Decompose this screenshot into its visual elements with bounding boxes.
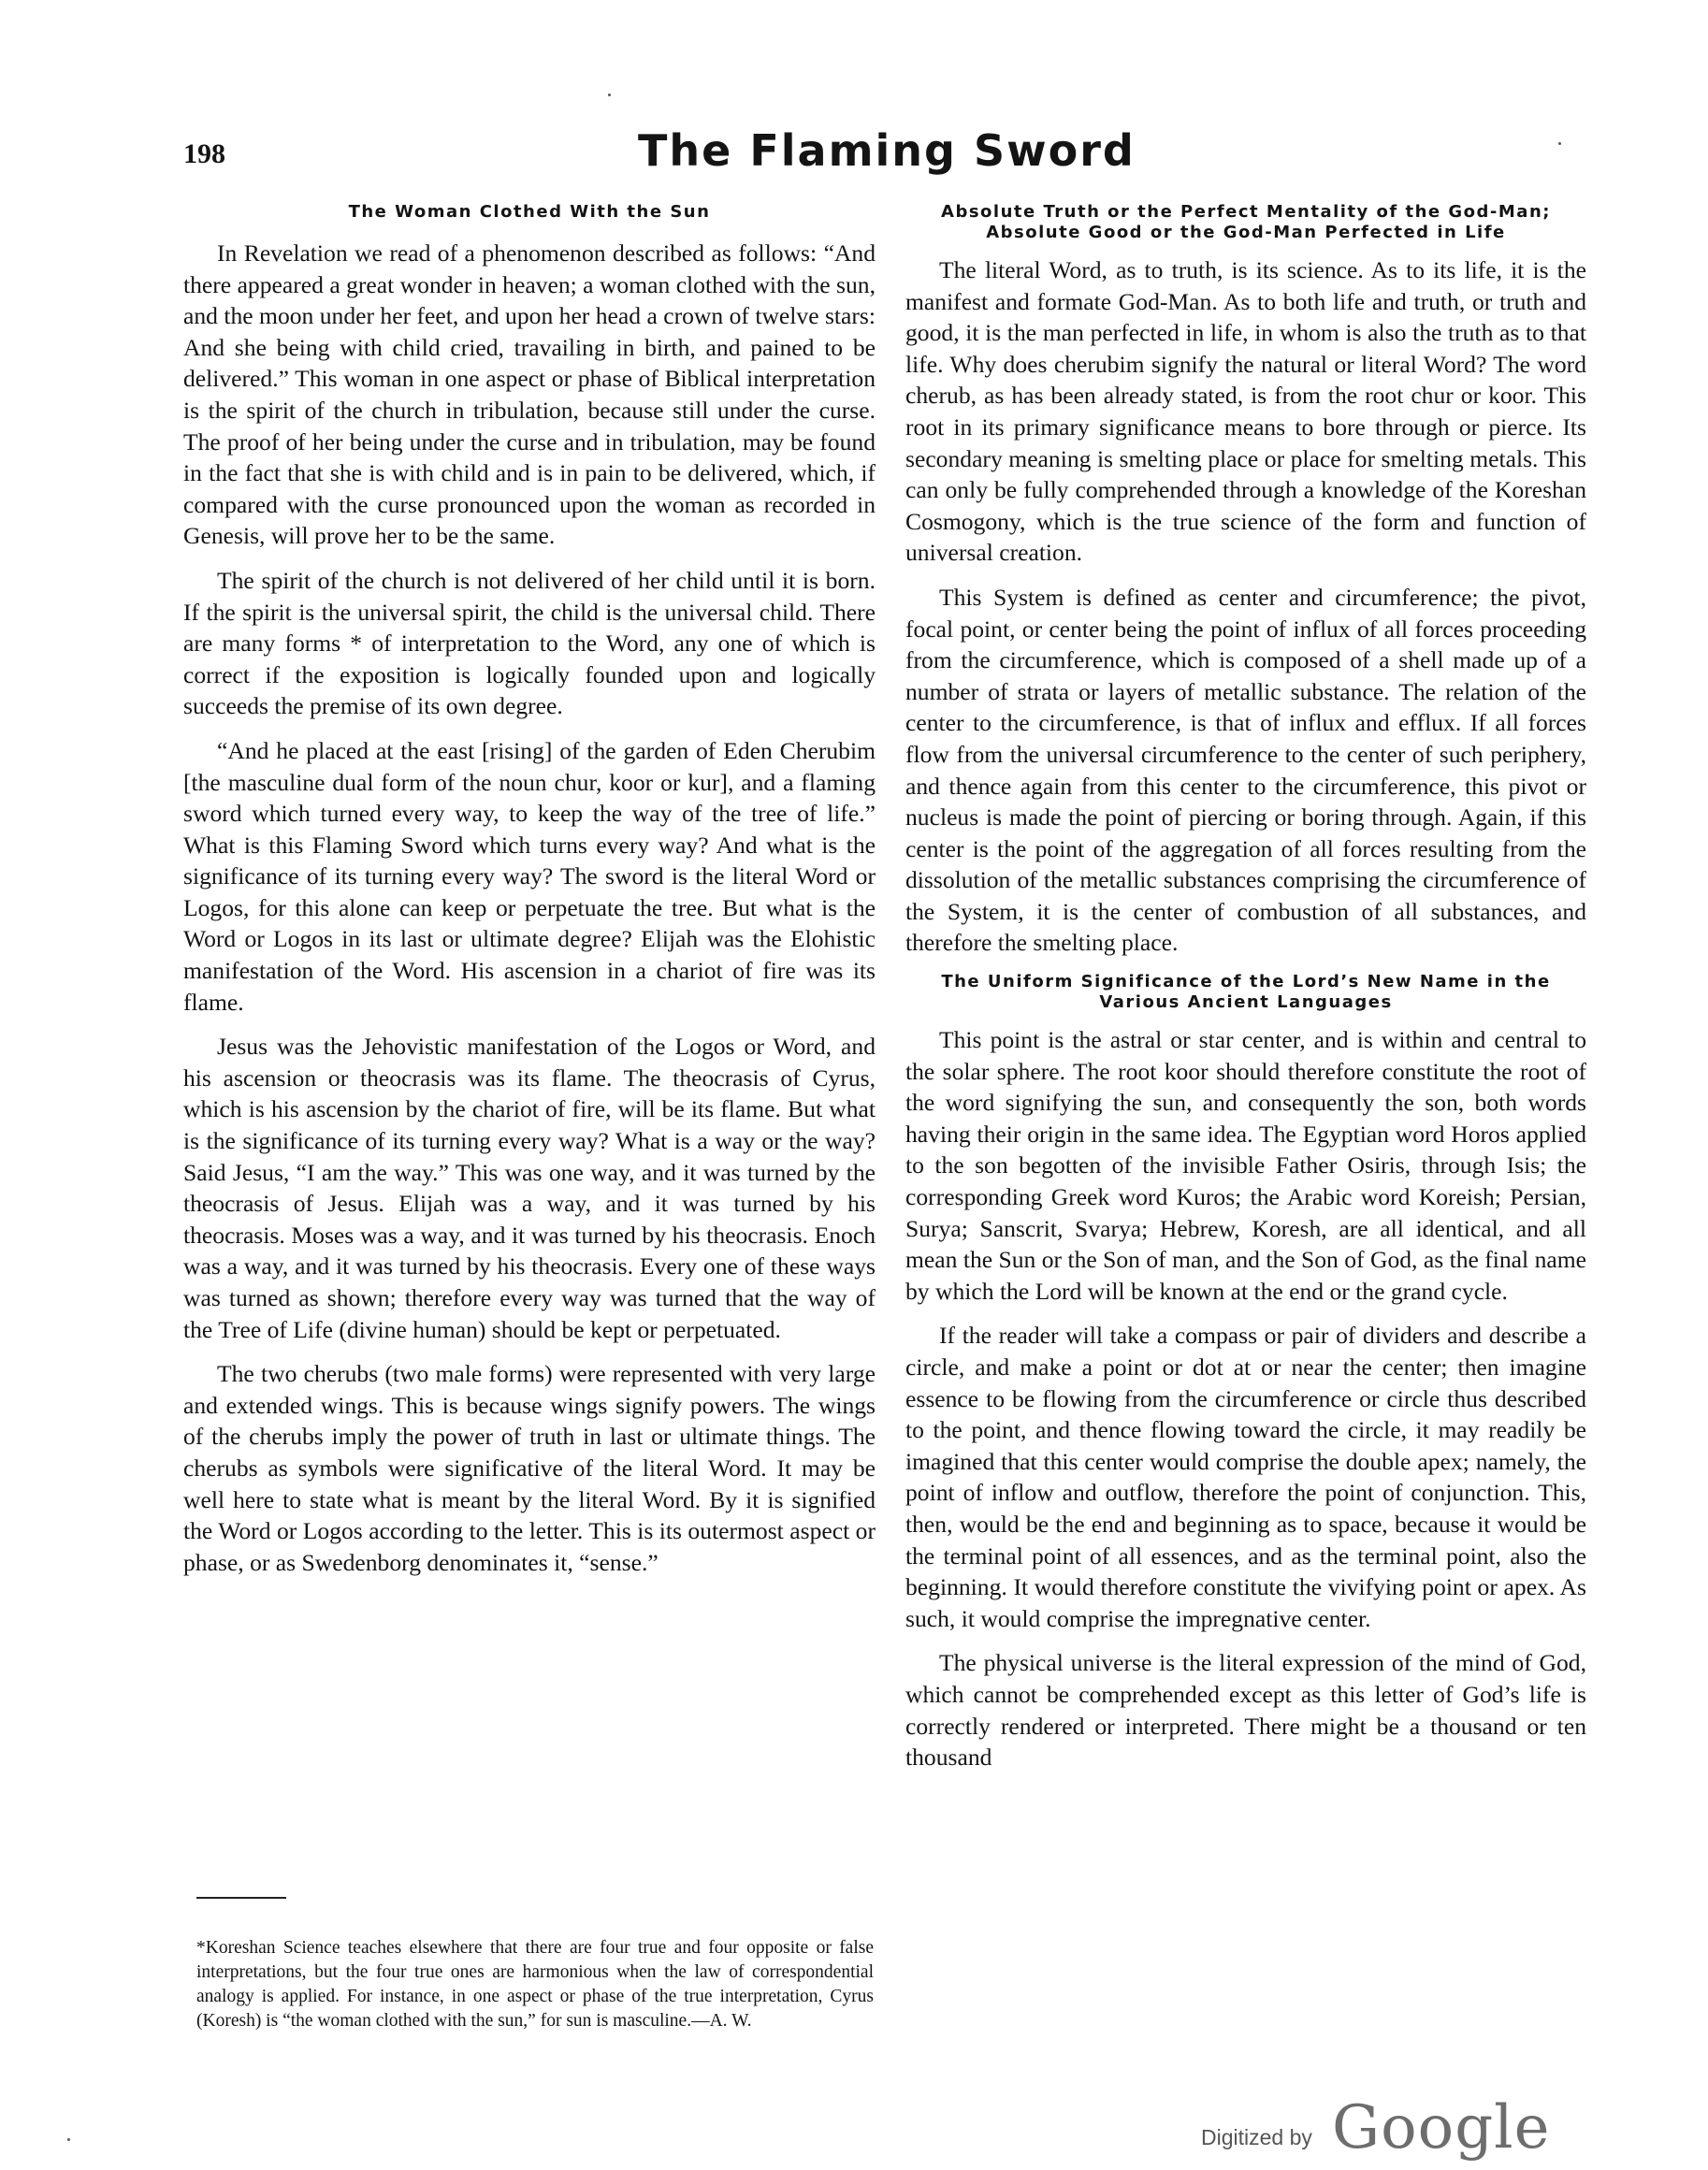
footnote-rule	[196, 1897, 286, 1899]
running-title: The Flaming Sword	[638, 125, 1136, 176]
paragraph: The literal Word, as to truth, is its science. As to its life, it is the manifest and formate God-Man. As to both life and truth, or truth and good, it is the man perfected in life, in whom is also the truth as to that life. Why does cherubim signify the natural or literal Word? The word cherub, as has been already stated, is from the root chur or koor. This root in its primary significance means to bore through or pierce. Its secondary meaning is smelting place or place for smelting metals. This can only be fully comprehended through a knowledge of the Koreshan Cosmogony, which is the true science of the form and function of universal creation.	[905, 256, 1586, 567]
paragraph: This point is the astral or star center, and is within and central to the solar sphere. The root koor should therefore constitute the root of the word signifying the sun, and consequently the son, both words having their origin in the same idea. The Egyptian word Horos applied to the son begotten of the invisible Father Osiris, through Isis; the corresponding Greek word Kuros; the Arabic word Koreish; Persian, Surya; Sanscrit, Svarya; Hebrew, Koresh, are all identical, and all mean the Sun or the Son of man, and the Son of God, as the final name by which the Lord will be known at the end or the grand cycle.	[905, 1026, 1586, 1305]
paragraph: Jesus was the Jehovistic manifestation of the Logos or Word, and his ascension or theocrasis was its flame. The theocrasis of Cyrus, which is his ascension by the chariot of fire, will be its flame. But what is the significance of its turning every way? What is a way or the way? Said Jesus, “I am the way.” This was one way, and it was turned by the theocrasis of Jesus. Elijah was a way, and it was turned by his theocrasis. Moses was a way, and it was turned by his theocrasis. Enoch was a way, and it was turned by his theocrasis. Every one of these ways was turned as shown; therefore every way was turned that the way of the Tree of Life (divine human) should be kept or perpetuated.	[183, 1033, 876, 1343]
left-column	[183, 202, 876, 1591]
paragraph: “And he placed at the east [rising] of the garden of Eden Cherubim [the masculine dual form of the noun chur, koor or kur], and a flaming sword which turned every way, to keep the way of the tree of life.” What is this Flaming Sword which turns every way? And what is the significance of its turning every way? The sword is the literal Word or Logos, for this alone can keep or perpetuate the tree. But what is the Word or Logos in its last or ultimate degree? Elijah was the Elohistic manifestation of the Word. His ascension in a chariot of fire was its flame.	[183, 736, 876, 1016]
footnote: *Koreshan Science teaches elsewhere that there are four true and four opposite or false interpretations, but the four true ones are harmonious when the law of correspondential analogy is applied. For instance, in one aspect or phase of the true interpretation, Cyrus (Koresh) is “the woman clothed with the sun,” for sun is masculine.—A. W.	[196, 1937, 874, 2031]
paragraph: This System is defined as center and circumference; the pivot, focal point, or center being the point of influx of all forces proceeding from the circumference, which is composed of a shell made up of a number of strata or layers of metallic substance. The relation of the center to the circumference, is that of influx and efflux. If all forces flow from the universal circumference to the center of such periphery, and thence again from this center to the circumference, this pivot or nucleus is made the point of piercing or boring through. Again, if this center is the point of the aggregation of all forces resulting from the dissolution of the metallic substances comprising the circumference of the System, it is the center of combustion of all substances, and therefore the smelting place.	[905, 583, 1586, 957]
page-number: 198	[183, 138, 225, 169]
digitized-watermark	[1201, 2093, 1594, 2163]
section-heading: The Uniform Significance of the Lord’s New Name in the Various Ancient Languages	[941, 972, 1551, 1013]
section-heading: Absolute Truth or the Perfect Mentality of the God-Man; Absolute Good or the God-Man Perfected in Life	[941, 202, 1551, 242]
scan-speck	[1558, 142, 1561, 145]
paragraph: The physical universe is the literal expression of the mind of God, which cannot be comprehended except as this letter of God’s life is correctly rendered or interpreted. There might be a thousand or ten thousand	[905, 1649, 1586, 1772]
google-logo: Google	[1332, 2093, 1551, 2163]
paragraph: If the reader will take a compass or pair of dividers and describe a circle, and make a point or dot at or near the center; then imagine essence to be flowing from the circumference or circle thus described to the point, and thence flowing toward the circle, it may readily be imagined that this center would comprise the double apex; namely, the point of inflow and outflow, therefore the point of conjunction. This, then, would be the end and beginning as to space, because it would be the terminal point of all essences, and as the terminal point, also the beginning. It would therefore constitute the vivifying point or apex. As such, it would comprise the impregnative center.	[905, 1322, 1586, 1632]
scan-speck	[67, 2138, 70, 2141]
paragraph: The spirit of the church is not delivered of her child until it is born. If the spirit is the universal spirit, the child is the universal child. There are many forms * of interpretation to the Word, any one of which is correct if the exposition is logically founded upon and logically succeeds the premise of its own degree.	[183, 566, 876, 720]
section-heading: The Woman Clothed With the Sun	[348, 202, 711, 222]
right-column	[905, 202, 1586, 1787]
watermark-prefix: Digitized by	[1201, 2125, 1312, 2149]
paragraph: The two cherubs (two male forms) were represented with very large and extended wings. This is because wings signify powers. The wings of the cherubs imply the power of truth in last or ultimate things. The cherubs as symbols were significative of the literal Word. It may be well here to state what is meant by the literal Word. By it is signified the Word or Logos according to the letter. This is its outermost aspect or phase, or as Swedenborg denominates it, “sense.”	[183, 1360, 876, 1576]
paragraph: In Revelation we read of a phenomenon described as follows: “And there appeared a great wonder in heaven; a woman clothed with the sun, and the moon under her feet, and upon her head a crown of twelve stars: And she being with child cried, travailing in birth, and pained to be delivered.” This woman in one aspect or phase of Biblical interpretation is the spirit of the church in tribulation, because still under the curse. The proof of her being under the curse and in tribulation, may be found in the fact that she is with child and is in pain to be delivered, which, if compared with the curse pronounced upon the woman as recorded in Genesis, will prove her to be the same.	[183, 239, 876, 550]
scan-speck	[608, 94, 611, 96]
